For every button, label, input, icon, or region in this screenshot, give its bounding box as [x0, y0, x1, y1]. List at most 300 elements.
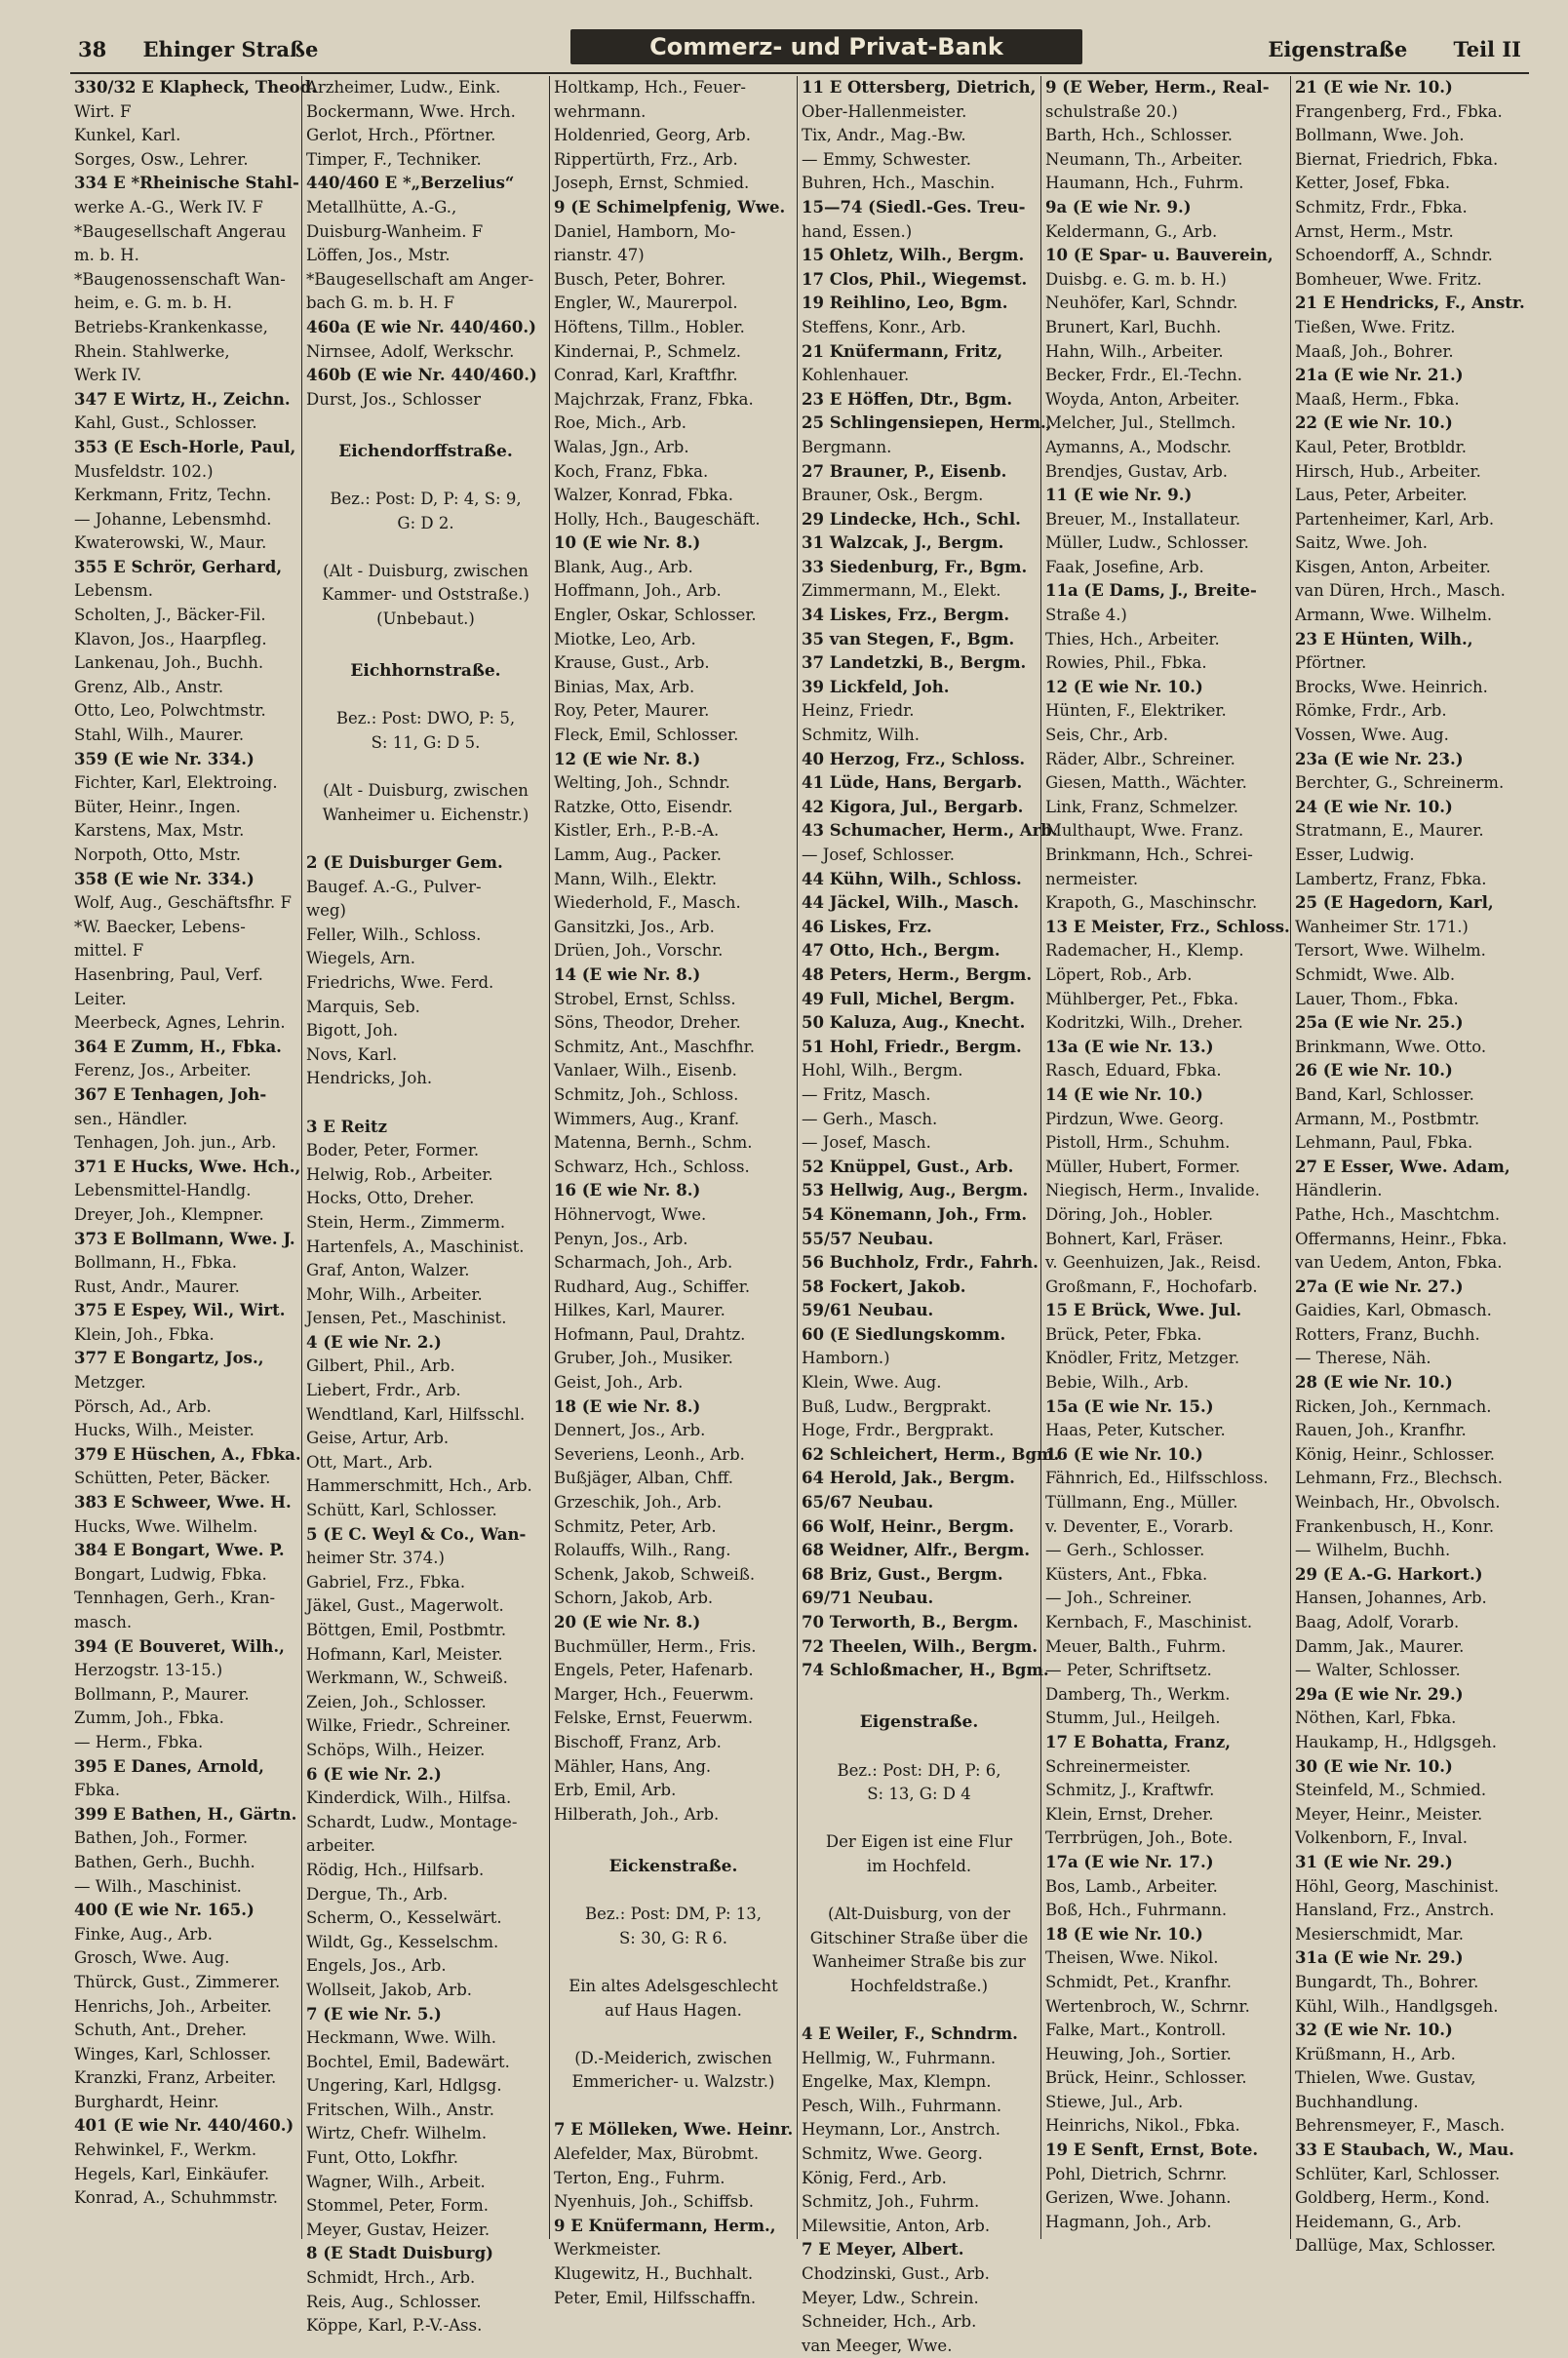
directory-entry: 2 (E Duisburger Gem. — [306, 853, 503, 872]
directory-entry: Blank, Aug., Arb. — [554, 557, 693, 576]
directory-entry: 26 (E wie Nr. 10.) — [1295, 1061, 1453, 1081]
directory-entry: Kammer- und Oststraße.) — [322, 585, 529, 605]
column-4 — [798, 76, 1060, 2355]
directory-entry: Schmidt, Pet., Kranfhr. — [1045, 1972, 1232, 1991]
directory-entry: Scherm, O., Kesselwärt. — [306, 1908, 502, 1928]
spacer — [306, 827, 545, 851]
directory-entry: Giesen, Matth., Wächter. — [1045, 773, 1247, 793]
header-rule — [70, 72, 1529, 74]
directory-entry: Miotke, Leo, Arb. — [554, 629, 696, 648]
directory-entry: Faak, Josefine, Arb. — [1045, 557, 1204, 576]
directory-entry: 33 E Staubach, W., Mau. — [1295, 2141, 1514, 2160]
directory-entry: Durst, Jos., Schlosser — [306, 389, 482, 409]
directory-entry: Roy, Peter, Maurer. — [554, 701, 710, 721]
directory-entry: Dennert, Jos., Arb. — [554, 1421, 706, 1440]
directory-entry: wehrmann. — [554, 101, 647, 121]
directory-entry: Maaß, Herm., Fbka. — [1295, 389, 1460, 409]
directory-entry: 46 Liskes, Frz. — [802, 917, 932, 936]
directory-entry: Wolf, Aug., Geschäftsfhr. F — [74, 893, 292, 913]
directory-entry: 379 E Hüschen, A., Fbka. — [74, 1444, 301, 1464]
directory-entry: Fichter, Karl, Elektroing. — [74, 773, 278, 793]
directory-entry: Schmitz, Ant., Maschfhr. — [554, 1037, 755, 1056]
directory-entry: Burghardt, Heinr. — [74, 2092, 219, 2111]
directory-entry: Rudhard, Aug., Schiffer. — [554, 1277, 751, 1296]
directory-entry: (D.-Meiderich, zwischen — [574, 2048, 772, 2067]
directory-entry: — Fritz, Masch. — [802, 1084, 931, 1104]
directory-entry: Kahl, Gust., Schlosser. — [74, 413, 257, 433]
directory-entry: 30 (E wie Nr. 10.) — [1295, 1756, 1453, 1776]
directory-entry: Nyenhuis, Joh., Schiffsb. — [554, 2192, 754, 2212]
directory-entry: Hohl, Wilh., Bergm. — [802, 1061, 963, 1081]
directory-entry: Sorges, Osw., Lehrer. — [74, 149, 249, 169]
directory-entry: Geise, Artur, Arb. — [306, 1429, 450, 1448]
directory-entry: Rasch, Eduard, Fbka. — [1045, 1061, 1222, 1081]
directory-entry: Laus, Peter, Arbeiter. — [1295, 486, 1468, 505]
directory-entry: Fritschen, Wilh., Anstr. — [306, 2100, 495, 2119]
directory-entry: Kohlenhauer. — [802, 366, 910, 385]
directory-entry: m. b. H. — [74, 246, 139, 265]
directory-entry: — Josef, Schlosser. — [802, 845, 955, 864]
directory-entry: 395 E Danes, Arnold, — [74, 1756, 264, 1776]
directory-entry: Klein, Ernst, Dreher. — [1045, 1804, 1214, 1824]
directory-entry: 5 (E C. Weyl & Co., Wan- — [306, 1524, 527, 1544]
directory-entry: Löffen, Jos., Mstr. — [306, 246, 451, 265]
directory-entry: Becker, Frdr., El.-Techn. — [1045, 366, 1242, 385]
directory-entry: van Meeger, Wwe. — [802, 2336, 953, 2355]
spacer — [306, 464, 545, 489]
directory-entry: 7 (E wie Nr. 5.) — [306, 2004, 442, 2024]
directory-entry: Ober-Hallenmeister. — [802, 101, 967, 121]
directory-entry: Milewsitie, Anton, Arb. — [802, 2216, 991, 2235]
directory-entry: Bergmann. — [802, 437, 892, 456]
directory-entry: Schmitz, Wwe. Georg. — [802, 2144, 983, 2164]
directory-entry: sen., Händler. — [74, 1109, 188, 1128]
directory-entry: (Alt-Duisburg, von der — [828, 1905, 1010, 1924]
directory-entry: Krause, Gust., Arb. — [554, 653, 710, 673]
directory-entry: Scholten, J., Bäcker-Fil. — [74, 606, 266, 625]
directory-entry: 4 E Weiler, F., Schndrm. — [802, 2024, 1018, 2044]
directory-entry: Schöps, Wilh., Heizer. — [306, 1740, 486, 1759]
directory-entry: Hilberath, Joh., Arb. — [554, 1804, 720, 1824]
directory-entry: Wirt. F — [74, 101, 132, 121]
directory-entry: Mann, Wilh., Elektr. — [554, 869, 718, 888]
directory-entry: Brauner, Osk., Bergm. — [802, 486, 984, 505]
directory-entry: Bongart, Ludwig, Fbka. — [74, 1564, 267, 1584]
column-5 — [1041, 76, 1291, 2239]
directory-entry: Rhein. Stahlwerke, — [74, 341, 230, 361]
directory-entry: Fähnrich, Ed., Hilfsschloss. — [1045, 1469, 1269, 1488]
directory-entry: Erb, Emil, Arb. — [554, 1781, 677, 1800]
directory-entry: Hucks, Wwe. Wilhelm. — [74, 1516, 258, 1536]
directory-entry: Hammerschmitt, Hch., Arb. — [306, 1476, 532, 1496]
directory-entry: Kaul, Peter, Brotbldr. — [1295, 437, 1467, 456]
directory-entry: Hilkes, Karl, Maurer. — [554, 1301, 725, 1320]
directory-entry: 358 (E wie Nr. 334.) — [74, 869, 255, 888]
directory-entry: Zumm, Joh., Fbka. — [74, 1709, 224, 1728]
directory-entry: Wiederhold, F., Masch. — [554, 893, 741, 913]
directory-entry: Marquis, Seb. — [306, 997, 420, 1016]
directory-entry: Baugef. A.-G., Pulver- — [306, 877, 482, 896]
directory-entry: Bebie, Wilh., Arb. — [1045, 1373, 1190, 1393]
directory-entry: 50 Kaluza, Aug., Knecht. — [802, 1013, 1026, 1033]
directory-entry: 371 E Hucks, Wwe. Hch., — [74, 1157, 301, 1176]
directory-entry: 9 E Knüfermann, Herm., — [554, 2216, 776, 2235]
directory-entry: Wollseit, Jakob, Arb. — [306, 1980, 473, 1999]
directory-entry: Novs, Karl. — [306, 1044, 398, 1064]
spacer — [554, 1950, 793, 1975]
directory-entry: Hoge, Frdr., Bergprakt. — [802, 1421, 995, 1440]
directory-entry: Ott, Mart., Arb. — [306, 1452, 433, 1472]
directory-entry: — Wilhelm, Buchh. — [1295, 1541, 1451, 1560]
directory-entry: Holdenried, Georg, Arb. — [554, 126, 751, 145]
directory-entry: 74 Schloßmacher, H., Bgm. — [802, 1661, 1049, 1680]
directory-entry: Höftens, Tillm., Hobler. — [554, 317, 745, 336]
directory-entry: 14 (E wie Nr. 8.) — [554, 964, 701, 984]
directory-entry: Bockermann, Wwe. Hrch. — [306, 101, 516, 121]
directory-entry: Winges, Karl, Schlosser. — [74, 2044, 272, 2063]
directory-entry: Engels, Peter, Hafenarb. — [554, 1661, 754, 1680]
directory-entry: Frankenbusch, H., Konr. — [1295, 1516, 1495, 1536]
directory-entry: Goldberg, Herm., Kond. — [1295, 2188, 1490, 2208]
directory-entry: Köppe, Karl, P.-V.-Ass. — [306, 2316, 483, 2336]
directory-entry: Otto, Leo, Polwchtmstr. — [74, 701, 266, 721]
directory-entry: Lambertz, Franz, Fbka. — [1295, 869, 1487, 888]
directory-entry: Arzheimer, Ludw., Eink. — [306, 78, 501, 97]
directory-entry: Küsters, Ant., Fbka. — [1045, 1564, 1208, 1584]
directory-entry: auf Haus Hagen. — [605, 2000, 742, 2020]
directory-entry: Grenz, Alb., Anstr. — [74, 677, 224, 696]
directory-entry: Meyer, Ldw., Schrein. — [802, 2288, 979, 2307]
directory-entry: Lebensmittel-Handlg. — [74, 1181, 252, 1200]
directory-entry: Mähler, Hans, Ang. — [554, 1756, 712, 1776]
directory-entry: Schorn, Jakob, Arb. — [554, 1589, 714, 1608]
directory-entry: Schmitz, Joh., Schloss. — [554, 1084, 739, 1104]
directory-entry: Hagmann, Joh., Arb. — [1045, 2212, 1212, 2231]
directory-entry: Neuhöfer, Karl, Schndr. — [1045, 294, 1238, 313]
directory-entry: Mesierschmidt, Mar. — [1295, 1924, 1465, 1944]
directory-entry: König, Heinr., Schlosser. — [1295, 1444, 1496, 1464]
directory-entry: 17a (E wie Nr. 17.) — [1045, 1852, 1214, 1871]
directory-entry: 66 Wolf, Heinr., Bergm. — [802, 1516, 1015, 1536]
column-1 — [70, 76, 317, 2239]
directory-entry: Schmitz, Frdr., Fbka. — [1295, 197, 1468, 216]
directory-entry: Neumann, Th., Arbeiter. — [1045, 149, 1243, 169]
directory-entry: Mühlberger, Pet., Fbka. — [1045, 989, 1239, 1008]
directory-entry: Klavon, Jos., Haarpfleg. — [74, 629, 267, 648]
directory-entry: 355 E Schrör, Gerhard, — [74, 557, 283, 576]
directory-entry: 359 (E wie Nr. 334.) — [74, 749, 255, 768]
directory-entry: Bathen, Joh., Former. — [74, 1828, 249, 1848]
directory-entry: 367 E Tenhagen, Joh- — [74, 1084, 267, 1104]
directory-entry: 27a (E wie Nr. 27.) — [1295, 1277, 1464, 1296]
spacer — [554, 1879, 793, 1904]
column-6 — [1291, 76, 1529, 2256]
directory-entry: Eigenstraße. — [859, 1712, 979, 1733]
directory-entry: 394 (E Bouveret, Wilh., — [74, 1636, 285, 1656]
directory-entry: Eichhornstraße. — [350, 661, 501, 682]
directory-entry: Schenk, Jakob, Schweiß. — [554, 1564, 756, 1584]
directory-entry: Dergue, Th., Arb. — [306, 1884, 449, 1904]
directory-entry: 13a (E wie Nr. 13.) — [1045, 1037, 1214, 1056]
directory-entry: Schmitz, J., Kraftwfr. — [1045, 1781, 1215, 1800]
directory-entry: Brinkmann, Wwe. Otto. — [1295, 1037, 1487, 1056]
directory-entry: Saitz, Wwe. Joh. — [1295, 533, 1428, 553]
directory-entry: 7 E Mölleken, Wwe. Heinr. — [554, 2120, 794, 2140]
directory-entry: Ratzke, Otto, Eisendr. — [554, 797, 733, 816]
directory-entry: hand, Essen.) — [802, 221, 913, 241]
directory-entry: Tersort, Wwe. Wilhelm. — [1295, 941, 1486, 961]
directory-entry: Kranzki, Franz, Arbeiter. — [74, 2068, 277, 2088]
directory-entry: Walzer, Konrad, Fbka. — [554, 486, 733, 505]
directory-entry: Niegisch, Herm., Invalide. — [1045, 1181, 1260, 1200]
directory-entry: 25 (E Hagedorn, Karl, — [1295, 893, 1494, 913]
directory-entry: Rödig, Hch., Hilfsarb. — [306, 1860, 485, 1879]
directory-entry: Schardt, Ludw., Montage- — [306, 1812, 518, 1831]
directory-entry: Tix, Andr., Mag.-Bw. — [802, 126, 966, 145]
directory-entry: Hochfeldstraße.) — [849, 1976, 989, 1995]
directory-entry: 35 van Stegen, F., Bgm. — [802, 629, 1015, 648]
directory-entry: Breuer, M., Installateur. — [1045, 509, 1241, 529]
directory-entry: 375 E Espey, Wil., Wirt. — [74, 1301, 286, 1320]
directory-entry: Stiewe, Jul., Arb. — [1045, 2092, 1184, 2111]
directory-entry: Emmericher- u. Walzstr.) — [571, 2072, 775, 2092]
directory-entry: Kwaterowski, W., Maur. — [74, 533, 267, 553]
directory-entry: van Düren, Hrch., Masch. — [1295, 581, 1506, 601]
directory-entry: Kerkmann, Fritz, Techn. — [74, 486, 272, 505]
directory-entry: Lauer, Thom., Fbka. — [1295, 989, 1459, 1008]
directory-entry: 21 E Hendricks, F., Anstr. — [1295, 294, 1525, 313]
directory-entry: Tießen, Wwe. Fritz. — [1295, 317, 1456, 336]
directory-entry: Terton, Eng., Fuhrm. — [554, 2168, 725, 2187]
directory-entry: 29 (E A.-G. Harkort.) — [1295, 1564, 1483, 1584]
directory-entry: Tenhagen, Joh. jun., Arb. — [74, 1133, 277, 1153]
directory-entry: 28 (E wie Nr. 10.) — [1295, 1373, 1453, 1393]
directory-entry: — Therese, Näh. — [1295, 1349, 1431, 1368]
bank-banner: Commerz- und Privat-Bank — [570, 29, 1082, 64]
directory-entry: 10 (E Spar- u. Bauverein, — [1045, 246, 1274, 265]
directory-entry: rianstr. 47) — [554, 246, 645, 265]
directory-entry: 17 E Bohatta, Franz, — [1045, 1732, 1232, 1751]
directory-entry: Holly, Hch., Baugeschäft. — [554, 509, 761, 529]
directory-entry: Melcher, Jul., Stellmch. — [1045, 413, 1236, 433]
directory-entry: 32 (E wie Nr. 10.) — [1295, 2021, 1453, 2040]
directory-entry: 25 Schlingensiepen, Herm., — [802, 413, 1052, 433]
directory-entry: Zimmermann, M., Elekt. — [802, 581, 1001, 601]
directory-entry: 51 Hohl, Friedr., Bergm. — [802, 1037, 1022, 1056]
directory-entry: Duisbg. e. G. m. b. H.) — [1045, 269, 1227, 289]
directory-entry: 29 Lindecke, Hch., Schl. — [802, 509, 1021, 529]
directory-entry: 52 Knüppel, Gust., Arb. — [802, 1157, 1014, 1176]
directory-entry: Hasenbring, Paul, Verf. — [74, 964, 263, 984]
directory-entry: Hofmann, Paul, Drahtz. — [554, 1324, 746, 1344]
directory-entry: Meerbeck, Agnes, Lehrin. — [74, 1013, 286, 1033]
directory-entry: Schlüter, Karl, Schlosser. — [1295, 2164, 1501, 2183]
directory-entry: arbeiter. — [306, 1836, 376, 1856]
directory-entry: 23 E Hünten, Wilh., — [1295, 629, 1473, 648]
directory-entry: Tüllmann, Eng., Müller. — [1045, 1493, 1238, 1513]
directory-entry: Dreyer, Joh., Klempner. — [74, 1204, 264, 1224]
directory-entry: 68 Briz, Gust., Bergm. — [802, 1564, 1003, 1584]
directory-entry: Bußjäger, Alban, Chff. — [554, 1469, 733, 1488]
directory-entry: Armann, Wwe. Wilhelm. — [1295, 606, 1493, 625]
directory-entry: Link, Franz, Schmelzer. — [1045, 797, 1238, 816]
directory-entry: Joseph, Ernst, Schmied. — [554, 174, 750, 193]
directory-entry: Meyer, Gustav, Heizer. — [306, 2220, 490, 2239]
directory-entry: Jensen, Pet., Maschinist. — [306, 1309, 507, 1328]
directory-entry: Pirdzun, Wwe. Georg. — [1045, 1109, 1225, 1128]
part-label: Teil II — [1453, 37, 1521, 61]
directory-entry: Damm, Jak., Maurer. — [1295, 1636, 1465, 1656]
directory-entry: Metallhütte, A.-G., — [306, 197, 457, 216]
directory-entry: 15—74 (Siedl.-Ges. Treu- — [802, 197, 1026, 216]
directory-entry: Stumm, Jul., Heilgeh. — [1045, 1709, 1221, 1728]
directory-entry: 60 (E Siedlungskomm. — [802, 1324, 1006, 1344]
directory-entry: Ricken, Joh., Kernmach. — [1295, 1396, 1492, 1416]
directory-entry: schulstraße 20.) — [1045, 101, 1178, 121]
directory-entry: 55/57 Neubau. — [802, 1229, 934, 1248]
directory-entry: Weinbach, Hr., Obvolsch. — [1295, 1493, 1501, 1513]
directory-entry: Koch, Franz, Fbka. — [554, 461, 709, 481]
header-left — [78, 37, 318, 61]
directory-entry: Stein, Herm., Zimmerm. — [306, 1212, 506, 1232]
directory-entry: Meyer, Heinr., Meister. — [1295, 1804, 1483, 1824]
directory-entry: Rehwinkel, F., Werkm. — [74, 2141, 257, 2160]
directory-entry: 27 Brauner, P., Eisenb. — [802, 461, 1007, 481]
directory-entry: 25a (E wie Nr. 25.) — [1295, 1013, 1464, 1033]
directory-entry: Maaß, Joh., Bohrer. — [1295, 341, 1454, 361]
directory-entry: Strobel, Ernst, Schlss. — [554, 989, 736, 1008]
directory-entry: Eickenstraße. — [608, 1856, 738, 1876]
spacer — [306, 684, 545, 708]
right-street-title: Eigenstraße — [1268, 37, 1408, 61]
directory-entry: Funt, Otto, Lokfhr. — [306, 2148, 458, 2168]
directory-entry: Konrad, A., Schuhmmstr. — [74, 2188, 279, 2208]
directory-entry: 47 Otto, Hch., Bergm. — [802, 941, 1000, 961]
directory-entry: Kunkel, Karl. — [74, 126, 181, 145]
directory-entry: Lebensm. — [74, 581, 154, 601]
directory-entry: 18 (E wie Nr. 8.) — [554, 1396, 701, 1416]
directory-entry: Esser, Ludwig. — [1295, 845, 1415, 864]
directory-entry: 58 Fockert, Jakob. — [802, 1277, 966, 1296]
directory-entry: Holtkamp, Hch., Feuer- — [554, 78, 746, 97]
directory-entry: 21 Knüfermann, Fritz, — [802, 341, 1003, 361]
directory-entry: 15 E Brück, Wwe. Jul. — [1045, 1301, 1242, 1320]
directory-entry: Norpoth, Otto, Mstr. — [74, 845, 242, 864]
directory-entry: (Alt - Duisburg, zwischen — [323, 781, 529, 801]
directory-entry: Kodritzki, Wilh., Dreher. — [1045, 1013, 1243, 1033]
directory-entry: 440/460 E *„Berzelius“ — [306, 174, 515, 193]
directory-entry: Pohl, Dietrich, Schrnr. — [1045, 2164, 1228, 2183]
directory-entry: Lankenau, Joh., Buchh. — [74, 653, 264, 673]
spacer — [802, 1735, 1037, 1759]
directory-entry: G: D 2. — [397, 513, 454, 532]
directory-entry: *Baugesellschaft Angerau — [74, 221, 287, 241]
directory-entry: Ein altes Adelsgeschlecht — [568, 1976, 778, 1995]
page-number: 38 — [78, 37, 107, 61]
directory-entry: Döring, Joh., Hobler. — [1045, 1204, 1214, 1224]
directory-entry: Hansland, Frz., Anstrch. — [1295, 1901, 1495, 1920]
directory-entry: — Emmy, Schwester. — [802, 149, 971, 169]
directory-entry: Bungardt, Th., Bohrer. — [1295, 1972, 1479, 1991]
directory-entry: 9a (E wie Nr. 9.) — [1045, 197, 1192, 216]
directory-entry: Thürck, Gust., Zimmerer. — [74, 1972, 281, 1991]
directory-entry: Ferenz, Jos., Arbeiter. — [74, 1061, 252, 1081]
directory-entry: Schütten, Peter, Bäcker. — [74, 1469, 271, 1488]
directory-entry: Welting, Joh., Schndr. — [554, 773, 730, 793]
directory-entry: weg) — [306, 901, 346, 921]
directory-entry: Terrbrügen, Joh., Bote. — [1045, 1828, 1234, 1848]
directory-entry: 21a (E wie Nr. 21.) — [1295, 366, 1464, 385]
directory-entry: Bos, Lamb., Arbeiter. — [1045, 1876, 1218, 1896]
directory-entry: Klein, Wwe. Aug. — [802, 1373, 942, 1393]
directory-entry: Wertenbroch, W., Schrnr. — [1045, 1996, 1250, 2016]
page-header — [68, 29, 1531, 70]
directory-entry: Rippertürth, Frz., Arb. — [554, 149, 738, 169]
directory-entry: Brocks, Wwe. Heinrich. — [1295, 677, 1488, 696]
directory-entry: 401 (E wie Nr. 440/460.) — [74, 2116, 294, 2136]
directory-entry: Pörsch, Ad., Arb. — [74, 1396, 212, 1416]
directory-entry: 34 Liskes, Frz., Bergm. — [802, 606, 1010, 625]
directory-entry: Heinrichs, Nikol., Fbka. — [1045, 2116, 1240, 2136]
directory-entry: Jäkel, Gust., Magerwolt. — [306, 1596, 504, 1616]
directory-entry: Betriebs-Krankenkasse, — [74, 317, 268, 336]
directory-entry: Hendricks, Joh. — [306, 1069, 433, 1088]
directory-entry: Karstens, Max, Mstr. — [74, 821, 245, 841]
directory-entry: Brück, Peter, Fbka. — [1045, 1324, 1202, 1344]
directory-entry: Peter, Emil, Hilfsschaffn. — [554, 2288, 757, 2307]
directory-entry: 27 E Esser, Wwe. Adam, — [1295, 1157, 1510, 1176]
directory-entry: Bollmann, H., Fbka. — [74, 1253, 238, 1273]
directory-entry: Hucks, Wilh., Meister. — [74, 1421, 255, 1440]
directory-entry: im Hochfeld. — [866, 1856, 972, 1875]
directory-entry: 39 Lickfeld, Joh. — [802, 677, 950, 696]
directory-entry: Roe, Mich., Arb. — [554, 413, 686, 433]
directory-entry: — Johanne, Lebensmhd. — [74, 509, 272, 529]
directory-entry: Frangenberg, Frd., Fbka. — [1295, 101, 1503, 121]
directory-entry: Eichendorffstraße. — [338, 441, 513, 461]
directory-entry: v. Geenhuizen, Jak., Reisd. — [1045, 1253, 1262, 1273]
directory-entry: S: 30, G: R 6. — [619, 1928, 727, 1947]
spacer — [306, 756, 545, 780]
directory-entry: Berchter, G., Schreinerm. — [1295, 773, 1505, 793]
directory-entry: Höhl, Georg, Maschinist. — [1295, 1876, 1500, 1896]
directory-entry: Daniel, Hamborn, Mo- — [554, 221, 736, 241]
directory-entry: Schoendorff, A., Schndr. — [1295, 246, 1493, 265]
directory-entry: Gruber, Joh., Musiker. — [554, 1349, 733, 1368]
directory-entry: Vanlaer, Wilh., Eisenb. — [554, 1061, 737, 1081]
directory-entry: 48 Peters, Herm., Bergm. — [802, 964, 1033, 984]
directory-entry: 44 Kühn, Wilh., Schloss. — [802, 869, 1022, 888]
directory-entry: *Baugesellschaft am Anger- — [306, 269, 534, 289]
spacer — [802, 1807, 1037, 1831]
directory-entry: Thies, Hch., Arbeiter. — [1045, 629, 1220, 648]
directory-entry: 22 (E wie Nr. 10.) — [1295, 413, 1453, 433]
column-3 — [550, 76, 798, 2307]
directory-entry: 15a (E wie Nr. 15.) — [1045, 1396, 1214, 1416]
directory-entry: Friedrichs, Wwe. Ferd. — [306, 972, 494, 992]
directory-entry: 9 (E Weber, Herm., Real- — [1045, 78, 1270, 97]
directory-entry: Vossen, Wwe. Aug. — [1295, 726, 1449, 745]
directory-entry: Schmitz, Peter, Arb. — [554, 1516, 717, 1536]
directory-entry: Gaidies, Karl, Obmasch. — [1295, 1301, 1492, 1320]
directory-entry: Bollmann, P., Maurer. — [74, 1684, 250, 1704]
directory-entry: Conrad, Karl, Kraftfhr. — [554, 366, 738, 385]
directory-entry: Pförtner. — [1295, 653, 1367, 673]
directory-entry: Lamm, Aug., Packer. — [554, 845, 722, 864]
directory-entry: Schmitz, Joh., Fuhrm. — [802, 2192, 980, 2212]
directory-entry: Gansitzki, Jos., Arb. — [554, 917, 715, 936]
directory-entry: Nöthen, Karl, Fbka. — [1295, 1709, 1457, 1728]
